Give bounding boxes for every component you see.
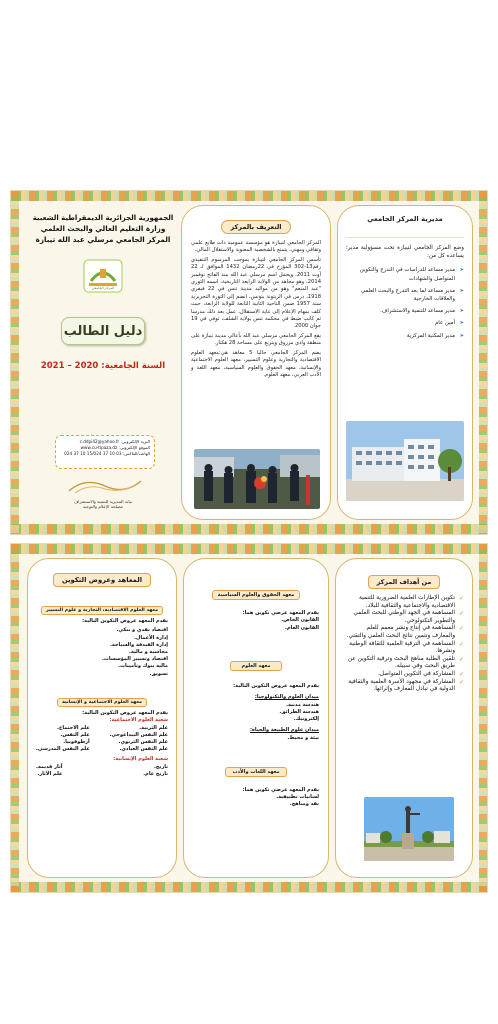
management-intro: وضع المركز الجامعي لتيبازة تحت مسؤولية مدير؛ يساعده كل من: (346, 245, 464, 260)
lang-program: لسانيات تطبيقية. (276, 794, 319, 801)
law-program: القانون الخاص. (281, 617, 319, 624)
social-branch-1: شعبة العلوم الاجتماعية: (109, 717, 168, 724)
social-intro: يقدم المعهد عروض التكوين التالية: (82, 709, 168, 716)
social-branch-2: شعبة العلوم الإنسانية: (113, 756, 168, 763)
science-field-1: ميدان العلوم والتكنولوجيا: (254, 694, 319, 701)
humanities-program: تاريخ. (153, 763, 168, 770)
science-field-2: ميدان علوم الطبيعة والحياة: (249, 727, 319, 734)
ministry-line: وزارة التعليم العالي والبحث العلمي (40, 224, 166, 233)
objectives-panel (335, 558, 473, 878)
science-program: هندسة مدنية. (286, 701, 319, 708)
management-item: ➤ مدير مساعد لما بعد التدرج والبحث العلمي والعلاقات الخارجية (346, 287, 464, 303)
science-intro: يقدم المعهد عروض التكوين التالية: (233, 682, 319, 689)
ornament-border-bottom (11, 882, 487, 892)
ceremony-photo (194, 449, 320, 509)
management-title: مديرية المركز الجامعي (367, 215, 443, 223)
objective-item: ✓ المساهمة في إنتاج ونشر معمم للعلم والمعارف وتثمين نتائج البحث العلمي والتقني. (344, 625, 464, 640)
social-programs-2 (36, 764, 168, 778)
institutes-panel-a (27, 558, 177, 878)
about-title: التعريف بالمركز (221, 220, 290, 234)
guide-title-box (61, 317, 145, 345)
objectives-list (336, 589, 472, 694)
statue-photo (364, 797, 454, 861)
university-logo (83, 259, 123, 293)
objective-item: ✓ تكوين الإطارات العلمية الضرورية للتنمية الاقتصادية والاجتماعية والثقافية للبلاد. (344, 595, 464, 610)
about-p3: يقع المركز الجامعي مرسلي عبد الله بأعالي مدينة تيبازة على منطقة وادي مرزوق ويتربع على مساحة 28 هكتار. (191, 332, 321, 347)
contact-box (55, 435, 155, 469)
campus-building-photo (346, 421, 464, 501)
ornament-border-top (11, 191, 487, 201)
social-program: علم النفس العيادي. (119, 746, 168, 753)
about-panel (181, 205, 331, 520)
lang-programs (193, 794, 319, 808)
science-program: بيئة و محيط. (287, 734, 319, 741)
lang-institute-title: معهد اللغات والأدب (225, 767, 286, 777)
objective-item: ✓ تلقين الطلبة مناهج البحث وترقية التكوين عن طريق البحث وفي سبيله. (344, 656, 464, 671)
science-program: إلكترونيك. (293, 716, 319, 723)
cover-panel (29, 205, 177, 520)
law-programs (193, 617, 319, 631)
ornament-border-left (11, 191, 19, 534)
management-item: ➤ أمين عام (346, 319, 464, 327)
ornament-border-right (479, 191, 487, 534)
institutes-panel-b (183, 558, 329, 878)
footer-line-1: نيابة المديرية للتنمية والاستشراف (73, 499, 133, 504)
econ-institute-title: معهد العلوم الاقتصادية، التجارية و علوم التسيير (41, 606, 163, 615)
social-program: أرطوفونيا. (63, 739, 90, 746)
humanities-program: علم الآثار. (37, 771, 63, 778)
social-program: علم الاجتماع. (57, 724, 90, 731)
objective-item: ✓ المشاركة في التكوين المتواصل. (344, 671, 464, 679)
econ-intro: يقدم المعهد عروض التكوين التالية: (82, 618, 168, 624)
phone-value: 024 37 10 15/024 37 10 03 (64, 450, 122, 456)
brochure-outer-sheet (10, 190, 488, 535)
guide-title: دليل الطالب (63, 323, 143, 339)
brochure-inner-sheet (10, 543, 488, 893)
email-label: البريد الإلكتروني: (120, 439, 150, 444)
econ-program: مالية بنوك وتأمينات. (118, 663, 168, 670)
about-p1: المركز الجامعي لتيبازة هو مؤسسة عمومية ذات طابع علمي وثقافي ومهني، يتمتع بالشخصية المعنوية والاستقلال المالي. (191, 240, 321, 254)
ornament-border-top (11, 544, 487, 554)
site-label: الموقع الإلكتروني: (118, 444, 150, 450)
logo-text: المركز الجامعي (91, 286, 115, 290)
ornament-swirl (65, 477, 145, 495)
ornament-border-left (11, 544, 19, 892)
econ-program: إدارة الأعمال. (134, 634, 168, 641)
objective-item: ✓ المساهمة في الترقية العلمية للثقافة الوطنية ونشرها. (344, 641, 464, 656)
science-institute-title: معهد العلوم (230, 661, 281, 671)
ornament-border-right (479, 544, 487, 892)
email-value[interactable]: c.ddpi42@yahoo.fr (79, 439, 120, 444)
social-programs-1 (36, 725, 168, 754)
about-p4: يضم المركز الجامعي حاليا 5 معاهد هي:معهد العلوم الاقتصادية والتجارية وعلوم التسيير، معهد العلوم الاجتماعية والإنسانية، معهد الحقوق والعلوم السياسية، معهد اللغة و الأدب العربي، معهد العلوم. (191, 349, 321, 378)
phone-label: الهاتف/الفاكس: (122, 450, 150, 456)
management-panel (337, 205, 473, 520)
science-program: هندسة الطرائق. (279, 708, 319, 715)
social-program: علم النفس. (60, 731, 90, 738)
lang-intro: يقدم المعهد عرضي تكوين هما: (242, 786, 319, 793)
management-divider (346, 237, 464, 238)
site-value[interactable]: www.cu-tipaza.dz (80, 444, 118, 450)
lang-program: نقد ومناهج. (289, 801, 319, 808)
academic-year: السنة الجامعية: 2020 – 2021 (40, 361, 166, 371)
social-program: علم التربية. (139, 724, 168, 731)
republic-line: الجمهورية الجزائرية الديمقراطية الشعبية (32, 214, 174, 222)
management-item: ➤ مدير مساعد للتنمية والاستشراف. (346, 307, 464, 315)
objective-item: ✓ المساهمة في الجهد الوطني للبحث العلمي والتطوير التكنولوجي. (344, 610, 464, 625)
econ-program: محاسبة و مالية. (129, 649, 168, 656)
about-p2: تأسس المركز الجامعي لتيبازة بموجب المرسوم التنفيذي رقم13-302 المؤرخ في 22رمضان 1432 الموافق لـ 22 أوت 2011. ويحمل اسم مرسلي عبد الله منذ الفاتح نوفمبر 2014، وهو مجاهد من الولاية الرابعة التاريخية، اسمه الثوري "عبد المنعم" وهو من مواليد مدينة تنس في 22 فيفري 1918، درس في الزيتونة بتونس، انضم إلى الثورة التحريرية سنة 1957 ضمن الناحية الثانية التابعة للولاية الرابعة، حيث كلف بمهام الإعلام إلى غاية الاستقلال، عمل بعد ذلك مدرسا ثم كاتب ضبط في محكمة تنس بولاية الشلف، توفي في 19 جوان 2000. (191, 256, 321, 330)
econ-program: تسويق. (149, 670, 168, 677)
ornament-border-bottom (11, 524, 487, 534)
law-program: القانون العام. (285, 624, 319, 631)
science-field-2-programs (193, 735, 319, 742)
social-program: علم النفس التربوي. (118, 739, 168, 746)
footer-line-2: مصلحة الإعلام والتوجيه (83, 504, 123, 509)
humanities-program: آثار قديمة. (36, 763, 63, 770)
social-program: علم النفس البيداغوجي. (109, 731, 168, 738)
management-item: ➤ مدير مساعد للدراسات في التدرج والتكوين المتواصل والشهادات (346, 266, 464, 282)
objective-item: ✓ المشاركة في مجهود الأسرة العلمية والثقافية الدولية في تبادل المعارف وإثرائها. (344, 679, 464, 694)
institutes-title: المعاهد وعروض التكوين (53, 573, 151, 587)
econ-program: إدارة الفندقة والسياحة. (110, 641, 168, 648)
management-item: ➤ مدير المكتبة المركزية (346, 332, 464, 340)
management-list (346, 266, 464, 339)
humanities-program: تاريخ عام. (143, 771, 168, 778)
econ-programs (36, 627, 168, 677)
econ-program: اقتصاد وتسيير المؤسسات. (101, 656, 168, 663)
social-institute-title: معهد العلوم الاجتماعية و الإنسانية (57, 698, 147, 707)
university-line: المركز الجامعي مرسلي عبد الله تيبازة (35, 235, 171, 244)
science-field-1-programs (193, 702, 319, 724)
econ-program: اقتصاد نقدي و بنكي. (116, 627, 168, 634)
law-institute-title: معهد الحقوق والعلوم السياسية (212, 590, 301, 600)
social-program: علم النفس المدرسي. (36, 746, 90, 753)
law-intro: يقدم المعهد عرضي تكوين هما: (242, 610, 319, 616)
objectives-title: من أهداف المركز (368, 575, 441, 589)
